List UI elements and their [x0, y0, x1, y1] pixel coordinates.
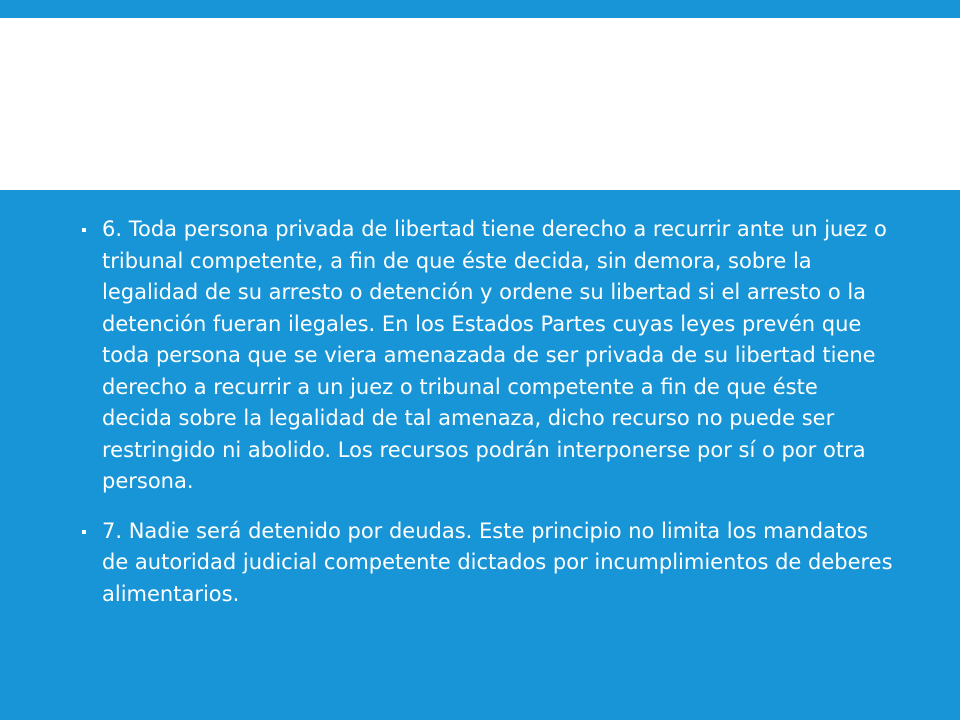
top-accent-bar	[0, 0, 960, 18]
square-bullet-icon	[82, 530, 86, 534]
bullet-item-6	[74, 214, 894, 498]
bullet-item-7	[74, 516, 894, 611]
bullet-text-7: 7. Nadie será detenido por deudas. Este principio no limita los mandatos de autoridad judicial competente dictados por incumplimientos de deberes alimentarios.	[102, 518, 893, 606]
bullet-list	[74, 214, 894, 610]
title-band	[0, 18, 960, 190]
bullet-text-6: 6. Toda persona privada de libertad tiene derecho a recurrir ante un juez o tribunal competente, a fin de que éste decida, sin demora, sobre la legalidad de su arresto o detención y ordene su libertad si el arresto o la detención fueran ilegales. En los Estados Partes cuyas leyes prevén que toda persona que se viera amenazada de ser privada de su libertad tiene derecho a recurrir a un juez o tribunal competente a fin de que éste decida sobre la legalidad de tal amenaza, dicho recurso no puede ser restringido ni abolido. Los recursos podrán interponerse por sí o por otra persona.	[102, 217, 887, 493]
square-bullet-icon	[82, 228, 86, 232]
